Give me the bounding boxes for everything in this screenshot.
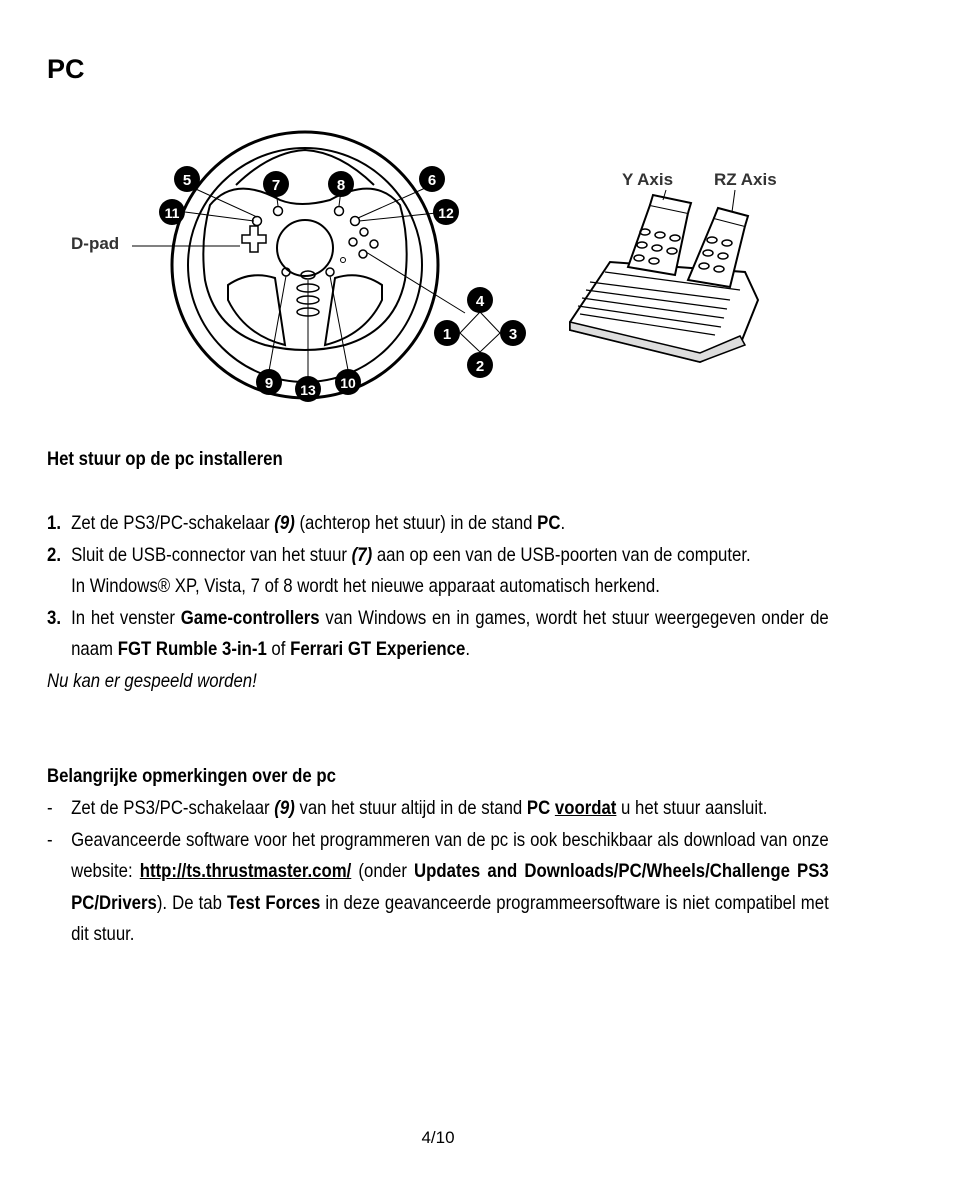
note-item-1: - Zet de PS3/PC-schakelaar (9) van het stuur altijd in de stand PC voordat u het stuur aansluit.	[47, 797, 768, 819]
install-step-3: 3. In het venster Game-controllers van Windows en in games, wordt het stuur weergegeven onder de naam FGT Rumble 3-in-1 of Ferrari GT Experience.	[47, 603, 829, 666]
svg-text:4: 4	[475, 293, 485, 310]
svg-text:8: 8	[336, 177, 346, 194]
callout-10	[335, 369, 361, 395]
pedals-illustration	[570, 190, 758, 362]
callout-3	[500, 320, 526, 346]
callout-8	[328, 171, 354, 197]
svg-text:10: 10	[340, 375, 356, 391]
page-title: PC	[47, 54, 85, 84]
callout-12	[433, 199, 459, 225]
install-closing: Nu kan er gespeeld worden!	[47, 669, 257, 692]
notes-heading: Belangrijke opmerkingen over de pc	[47, 765, 336, 787]
step-number: 2.	[47, 543, 61, 566]
install-step-2-note: In Windows® XP, Vista, 7 of 8 wordt het nieuwe apparaat automatisch herkend.	[71, 575, 660, 597]
callout-6	[419, 166, 445, 192]
svg-text:1: 1	[442, 326, 452, 343]
callout-9	[256, 369, 282, 395]
svg-text:9: 9	[264, 375, 274, 392]
callout-1	[434, 320, 460, 346]
install-step-1: 1. Zet de PS3/PC-schakelaar (9) (achterop het stuur) in de stand PC.	[47, 508, 829, 540]
step-number: 1.	[47, 512, 61, 534]
callout-4	[467, 287, 493, 313]
install-step-2: 2. Sluit de USB-connector van het stuur (7) aan op een van de USB-poorten van de computer.	[47, 540, 829, 572]
svg-text:3: 3	[508, 326, 518, 343]
reference: (9)	[274, 797, 295, 819]
note-item-2: - Geavanceerde software voor het programmeren van de pc is ook beschikbaar als download van onze website: http://ts.thrustmaster.com/ (onder Updates and Downloads/PC/Wheels/Challenge PS3 PC/Drivers). De tab Test Forces in deze geavanceerde programmeersoftware is niet compatibel met dit stuur.	[47, 828, 829, 945]
svg-text:2: 2	[475, 358, 485, 375]
notes-list	[47, 793, 829, 951]
svg-text:12: 12	[438, 205, 454, 221]
callout-13	[295, 376, 321, 402]
callout-11	[159, 199, 185, 225]
rz-axis-label: RZ Axis	[714, 170, 777, 189]
page-number: 4/10	[421, 1128, 455, 1147]
step-number: 3.	[47, 606, 61, 629]
y-axis-label: Y Axis	[622, 170, 674, 189]
svg-text:5: 5	[182, 172, 192, 189]
svg-text:6: 6	[427, 172, 437, 189]
website-link[interactable]: http://ts.thrustmaster.com/	[139, 860, 352, 882]
callout-5	[174, 166, 200, 192]
svg-text:13: 13	[300, 382, 316, 398]
reference: (7)	[351, 543, 373, 566]
steering-wheel-illustration	[172, 132, 438, 398]
callout-7	[263, 171, 289, 197]
callout-2	[467, 352, 493, 378]
reference: (9)	[274, 512, 295, 534]
svg-text:11: 11	[164, 205, 180, 221]
dpad-label: D-pad	[71, 234, 120, 253]
svg-text:7: 7	[271, 177, 281, 194]
install-steps	[47, 508, 829, 697]
install-heading: Het stuur op de pc installeren	[47, 448, 283, 470]
wheel-and-pedals-figure	[0, 120, 954, 420]
